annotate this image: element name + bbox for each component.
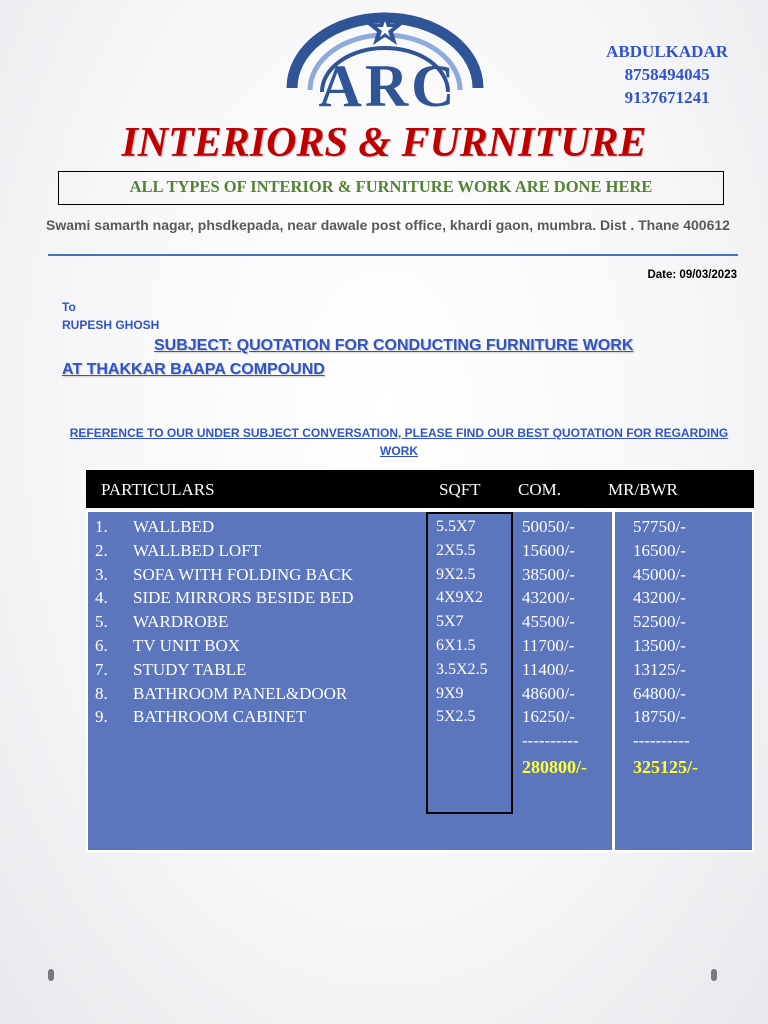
table-row [95,658,354,682]
com-cell: 11400/- [522,659,575,679]
mrbwr-cell: 52500/- [633,612,686,632]
recipient-block [62,298,159,334]
to-label: To [62,300,76,314]
table-row [95,563,354,587]
company-name: INTERIORS & FURNITURE [121,120,647,166]
sqft-cell: 6X1.5 [436,636,476,654]
column-header-particulars: PARTICULARS [101,480,215,499]
row-number: 7. [95,659,108,679]
contact-phone-2: 9137671241 [624,88,710,107]
reference-text: REFERENCE TO OUR UNDER SUBJECT CONVERSATION, PLEASE FIND OUR BEST QUOTATION FOR REGARDING WORK [69,426,729,458]
table-row [95,705,354,729]
com-column [522,515,587,780]
mrbwr-cell: 64800/- [633,683,686,703]
row-item: WARDROBE [133,612,229,632]
com-cell: 38500/- [522,564,575,584]
row-item: STUDY TABLE [133,659,247,679]
column-divider [612,510,615,852]
row-item: BATHROOM PANEL&DOOR [133,683,348,703]
decorative-dot-left [48,969,54,981]
row-item: WALLBED [133,517,215,536]
mrbwr-total: 325125/- [633,756,698,777]
column-header-com: COM. [518,480,561,499]
sqft-cell: 9X2.5 [436,565,476,583]
sqft-cell: 2X5.5 [436,541,476,559]
row-item: BATHROOM CABINET [133,707,307,727]
row-item: SIDE MIRRORS BESIDE BED [133,588,354,608]
sqft-cell: 9X9 [436,684,464,702]
com-total: 280800/- [522,756,587,777]
column-header-sqft: SQFT [439,480,481,499]
mrbwr-cell: 18750/- [633,707,686,727]
table-row [95,586,354,610]
mrbwr-cell: 13500/- [633,635,686,655]
letter-date: Date: 09/03/2023 [647,269,737,281]
com-cell: 48600/- [522,683,575,703]
subject-line-2: AT THAKKAR BAAPA COMPOUND [62,361,325,378]
table-row [95,539,354,563]
contact-block [606,40,728,109]
row-number: 3. [95,564,108,584]
decorative-dot-right [711,969,717,981]
row-number: 4. [95,588,108,608]
table-row [95,634,354,658]
column-header-mrbwr: MR/BWR [608,480,678,499]
row-number: 5. [95,612,108,632]
row-number: 1. [95,517,108,536]
mrbwr-cell: 43200/- [633,588,686,608]
row-number: 9. [95,707,108,727]
row-number: 2. [95,540,108,560]
com-separator: ---------- [522,731,579,751]
table-row [95,682,354,706]
mrbwr-column [633,515,698,780]
logo-text: ARC [318,53,458,119]
com-cell: 45500/- [522,612,575,632]
com-cell: 50050/- [522,517,575,536]
address: Swami samarth nagar, phsdkepada, near dawale post office, khardi gaon, mumbra. Dist . Thane 400612 [46,217,730,233]
sqft-column [436,515,488,729]
row-item: WALLBED LOFT [133,540,261,560]
sqft-cell: 3.5X2.5 [436,660,488,678]
com-cell: 11700/- [522,635,575,655]
mrbwr-separator: ---------- [633,731,690,751]
particulars-column [95,515,354,729]
contact-name: ABDULKADAR [606,42,728,61]
mrbwr-cell: 57750/- [633,517,686,536]
sqft-cell: 5X7 [436,613,464,631]
com-cell: 16250/- [522,707,575,727]
tagline: ALL TYPES OF INTERIOR & FURNITURE WORK ARE DONE HERE [129,177,653,196]
row-item: SOFA WITH FOLDING BACK [133,564,353,584]
mrbwr-cell: 16500/- [633,540,686,560]
table-row [95,610,354,634]
header-divider [48,254,738,256]
com-cell: 15600/- [522,540,575,560]
mrbwr-cell: 13125/- [633,659,686,679]
sqft-cell: 5X2.5 [436,708,476,726]
row-item: TV UNIT BOX [133,635,241,655]
sqft-cell: 4X9X2 [436,589,484,607]
table-row [95,515,354,539]
quotation-table-header [86,470,754,508]
sqft-cell: 5.5X7 [436,518,476,535]
row-number: 8. [95,683,108,703]
subject-line-1: SUBJECT: QUOTATION FOR CONDUCTING FURNITURE WORK [154,337,634,354]
com-cell: 43200/- [522,588,575,608]
mrbwr-cell: 45000/- [633,564,686,584]
row-number: 6. [95,635,108,655]
recipient-name: RUPESH GHOSH [62,318,160,332]
contact-phone-1: 8758494045 [624,65,710,84]
